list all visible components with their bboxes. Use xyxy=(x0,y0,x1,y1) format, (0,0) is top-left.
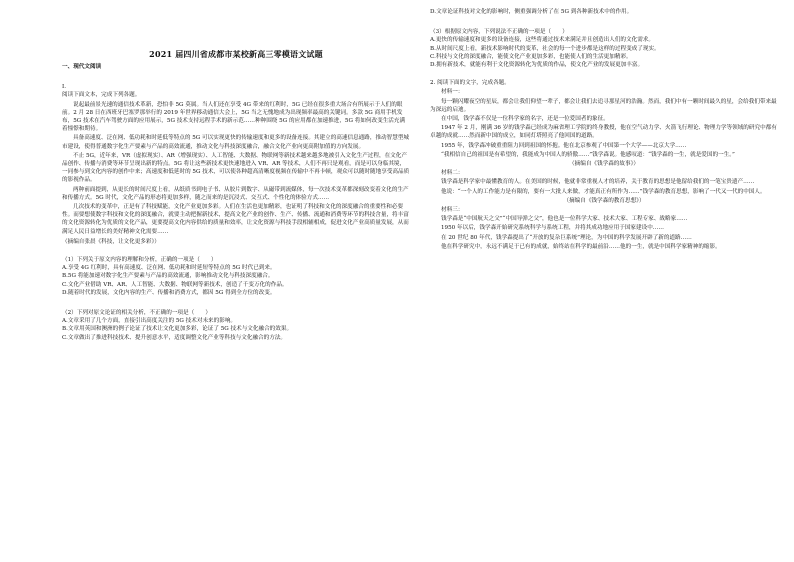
material-paragraph: 他说：“一个人的工作能力是有限的，要有一大批人来做，才能真正有所作为……”钱学森的教育思想，影响了一代又一代的中国人。 xyxy=(441,188,766,195)
material-paragraph: 他在科学研究中，永远不满足于已有的成就，始终站在科学的最前沿……他的一生，就是中国科学家精神的缩影。 xyxy=(441,243,721,250)
article-paragraph: 具备高速度、泛在网、低功耗和时延低等特点的 5G 可以实现更快的传输速度和更多的设备连接。其建立的高速信息通路，推动智慧型城市建设，使得普通数字化生产要素与产品的高效流通，推动文化与科技深度融合，融合文化产业向更高附加值的方向发展。 xyxy=(62,135,410,150)
part-label: I. xyxy=(62,84,66,91)
question-option: C.科技与文化的深度融合，能使文化产业更加多彩，也能使人们的生活更加精彩。 xyxy=(430,53,632,60)
article-source: （摘编自张晨《科技，让文化更多彩》） xyxy=(62,238,160,245)
question-option: D.随着时代的发展，文化内容的生产、传播和消费方式，都因 5G 得到全方位的改变。 xyxy=(62,289,276,296)
question-option: A.享受 4G 红利时，具有高速度、泛在网、低功耗和时延短等特点的 5G 时代已到来。 xyxy=(62,265,276,272)
article-paragraph: 两种前面提到，从更长的时间尺度上看，从纸质书到电子书、从胶片到数字、从磁带到流媒体，每一次技术变革都深刻改变着文化的生产和传播方式。5G 时代，文化产品的形态将更加多样，随之而来的是沉浸式、交互式、个性化的体验方式…… xyxy=(62,186,409,201)
article-paragraph: 不止 5G，近年来，VR（虚拟现实）、AR（增强现实）、人工智能、大数据、物联网等新技术越来越多地被引入文化生产过程，在文化产品创作、传播与消费等环节呈现出新的特点。5G 将让这些新技术更快速地进入 VR、AR 等技术，人们不再只是观看，而是可以身临其境，一同参与到文化内容的创作中来；高速度和低延时的 5G 技术，可以使各种超高清晰度视频在传输中不再卡顿，观众可以随时随地享受高品质的影视作品。 xyxy=(62,152,410,184)
material-paragraph: 在中国，钱学森不仅是一位科学家的名字，还是一位爱国者的象征。 xyxy=(441,116,609,123)
instruction xyxy=(430,79,778,87)
material-paragraph: 1950 年以后，钱学森开始研究系统科学与系统工程，并将其成功地应用于国家建设中…… xyxy=(441,225,664,232)
material-paragraph: 钱学森是科学家中最懂教育的人。在美国的时候，他就非常重视人才的培养，关于教育的思想是他留给我们的一笔宝贵遗产…… xyxy=(441,179,755,186)
material-paragraph: “我相信自己的祖国是有希望的，我能成为中国人的骄傲……”钱学森说。他感叹道：“钱学森的一生，就是爱国的一生。” xyxy=(441,151,735,158)
question-option: B.从时间尺度上看，新技术影响时代的变革，社会的每一个进步都是这样的过程变成了现实。 xyxy=(430,45,660,52)
material-source: （摘编自《钱学森的教育思想》） xyxy=(563,197,645,204)
left-column xyxy=(62,26,410,342)
right-column xyxy=(430,8,778,252)
question-option: C.文化产业借助 VR、AR、人工智能、大数据、物联网等新技术，创造了千变万化的作品。 xyxy=(62,281,288,288)
material-label: 材料一： xyxy=(441,89,464,96)
material-label: 材料三： xyxy=(441,207,464,214)
material-source: （摘编自《钱学森的故事》） xyxy=(569,161,639,168)
article-paragraph: 说起最前景光速的通信技术革新，恐怕非 5G 莫属。当人们还在享受 4G 带来的红利时，5G 已经在很多重大场合有所展示于人们的眼前。2 月 28 日在西班牙巴塞罗那举行的 2019 年世界移动通信大会上，5G 当之无愧地成为出现频率最高的关键词。多款 5G 商用手机发布，5G 技术在汽车驾驶方面的应用展示，5G 技术支持远程手术的新示范……种种围绕 5G 的应用都在加速推进，5G 将如何改变生活充满着憧憬和期待。 xyxy=(62,101,406,133)
exam-title: 2021 届四川省成都市某校新高三零模语文试题 xyxy=(149,49,323,59)
material-label: 材料二： xyxy=(441,170,464,177)
question-option: C.文章做出了推进科技技术、提升创意水平，适度调整文化产业等科技与文化融合的方法。 xyxy=(62,334,287,341)
part-label: 2. xyxy=(430,80,436,87)
section-heading: 一、现代文阅读 xyxy=(62,64,102,70)
instruction: 阅读下面文本，完成下列各题。 xyxy=(62,92,141,99)
material-paragraph: 每一颗闪耀夜空的星辰，都会让我们仰望一辈子，都会让我们去追寻那星河的浩瀚。然而，我们中有一颗时间最久的星，会给我们带来最为深远的启迪。 xyxy=(430,98,777,113)
material-paragraph: 钱学森是“中国航天之父”“中国导弹之父”，他也是一位科学大家、技术大家、工程专家、战略家…… xyxy=(441,216,688,223)
question-option: A.文章采用了几个方面，直接引出高度关注的 5G 技术对未来的影响。 xyxy=(62,318,237,325)
question-option: D.拥有新技术，就能有利于文化资源转化为优质的作品，使文化产业的发展更加丰富。 xyxy=(430,62,644,69)
question-stem: （1）下列关于原文内容的理解和分析，正确的一项是（ ） xyxy=(62,257,217,264)
question-option: D.文章论证科技对文化的影响时，侧重强调分析了在 5G 到各种新技术中的作用。 xyxy=(430,9,633,15)
question-stem: （2）下列对原文论证的相关分析，不正确的一项是（ ） xyxy=(62,310,211,317)
material-paragraph: 在 20 世纪 80 年代，钱学森提出了“开放的复杂巨系统”理论，为中国的科学发展开辟了新的道路…… xyxy=(441,234,692,241)
article-paragraph: 几次技术的变革中，正是有了科技赋能，文化产业更加多彩。人们在生活也更加精彩，也证明了科技和文化的深度融合的重要性和必要性。而要想使数字科技和文化的深度融合，就要主动把握新技术，提高文化产业的创作、生产、传播、流通和消费等环节的科技含量，将丰富的文化资源转化为优质的文化产品，更要提高文化内容供给的质量和效率，让文化资源与科技手段相辅相成，促进文化产业高质量发展，从而满足人民日益增长的美好精神文化需要…… xyxy=(62,204,409,235)
question-option: B.文章用英国和澳洲的例子论证了技术让文化更加多彩，论证了 5G 技术与文化融合的效果。 xyxy=(62,326,293,333)
question-option: B.5G 将能加速对数字化生产要素与产品的高效流通，影响推动文化与科技深度融合。 xyxy=(62,273,274,280)
question-option: A.更快的传输速度和更多的设备连接，这些将通过技术来满足并且创造出人们的文化需求。 xyxy=(430,37,654,44)
material-paragraph: 1955 年，钱学森冲破重重阻力回到祖国的怀抱。他在北京参观了中国第一个大学——北京大学…… xyxy=(441,142,687,149)
instruction-text: 阅读下面的文字，完成各题。 xyxy=(437,80,510,87)
question-stem: （3）根据原文内容，下列说法不正确的一项是（ ） xyxy=(430,29,568,36)
material-paragraph: 1947 年 2 月，刚满 36 岁的钱学森已经成为麻省理工学院的终身教授，他在空气动力学、火箭飞行理论、物理力学等领域的研究中都有卓越的成就……然而新中国的成立，如同灯塔照亮了他回国的道路。 xyxy=(430,125,777,140)
